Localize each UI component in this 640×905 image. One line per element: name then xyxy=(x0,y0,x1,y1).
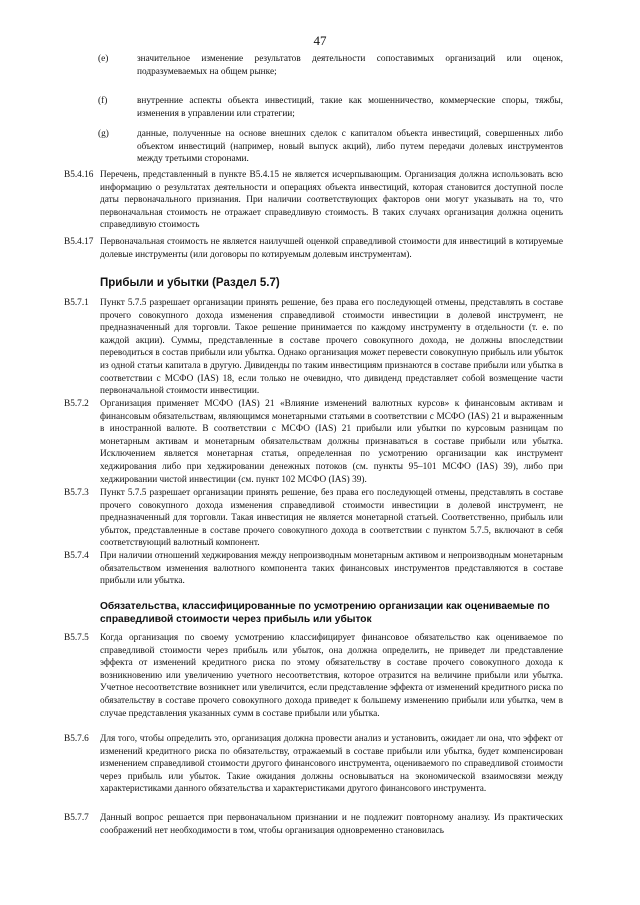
item-label-e: (e) xyxy=(98,54,109,64)
paragraph-label: B5.7.3 xyxy=(64,488,89,498)
item-text-f: внутренние аспекты объекта инвестиций, такие как мошенничество, коммерческие споры, тяжбы, изменения в управлении или стратегии; xyxy=(137,96,563,119)
paragraph-label: B5.7.4 xyxy=(64,551,89,561)
paragraph-text: Пункт 5.7.5 разрешает организации принять решение, без права его последующей отмены, представлять в составе прочего совокупного дохода изменения справедливой стоимости инвестиции в долевой инструмент, не предназначенный для торговли. Такое решение принимается по каждому инструменту в отдельности (т. е. по каждой акции). Суммы, представленные в составе прочего совокупного дохода, не должны впоследствии переводиться в состав прибыли или убытка. Однако организация может перевести совокупную прибыль или убыток из одной статьи капитала в другую. Дивиденды по таким инвестициям признаются в составе прибыли или убытка в соответствии с МСФО (IAS) 18, если только не очевидно, что дивиденд представляет собой возмещение части первоначальной стоимости инвестиции. xyxy=(100,298,563,397)
item-text-e: значительное изменение результатов деятельности сопоставимых организаций или оценок, подразумеваемых на общем рынке; xyxy=(137,54,563,77)
section-heading: Прибыли и убытки (Раздел 5.7) xyxy=(100,277,280,289)
paragraph-text: Данный вопрос решается при первоначальном признании и не подлежит повторному анализу. Из практических соображений нет необходимости в том, чтобы организация одновременно становилась xyxy=(100,813,563,836)
page-number: 47 xyxy=(313,33,327,48)
paragraph-text: Первоначальная стоимость не является наилучшей оценкой справедливой стоимости для инвестиций в котируемые долевые инструменты (или договоры по котируемым долевым инструментам). xyxy=(100,237,563,260)
paragraph-text: Для того, чтобы определить это, организация должна провести анализ и установить, ожидает ли она, что эффект от изменений кредитного риска по обязательству, отражаемый в составе прибыли или убытка, будет компенсирован изменением справедливой стоимости другого финансового инструмента, оцениваемого по справедливой стоимости через прибыль или убыток. Такие ожидания должны основываться на экономической взаимосвязи между характеристиками данного обязательства и характеристиками другого финансового инструмента. xyxy=(100,734,563,795)
paragraph-text: Пункт 5.7.5 разрешает организации принять решение, без права его последующей отмены, представлять в составе прочего совокупного дохода изменения справедливой стоимости инвестиции в долевой инструмент, не предназначенный для торговли. Такая инвестиция не является монетарной статьей. Соответственно, прибыль или убыток, представленные в составе прочего совокупного дохода в соответствии с пунктом 5.7.5, включают в себя соответствующий валютный компонент. xyxy=(100,488,563,549)
paragraph-text: При наличии отношений хеджирования между непроизводным монетарным активом и непроизводным монетарным обязательством изменения валютного компонента таких финансовых инструментов представляются в составе прибыли или убытка. xyxy=(100,551,563,587)
paragraph-text: Когда организация по своему усмотрению классифицирует финансовое обязательство как оцениваемое по справедливой стоимости через прибыль или убыток, она должна определить, не приведет ли представление эффекта от изменений кредитного риска по этому обязательству в составе прочего совокупного дохода к возникновению или увеличению учетного несоответствия, которое отразится на величине прибыли или убытка. Учетное несоответствие возникнет или увеличится, если представление эффекта от изменений кредитного риска по обязательству в составе прочего совокупного дохода приведет к большему изменению прибыли или убытка, чем в случае представления указанных сумм в составе прибыли или убытка. xyxy=(100,633,563,719)
paragraph-label: B5.7.7 xyxy=(64,813,89,823)
item-label-g: (g) xyxy=(98,129,109,139)
paragraph-label: B5.7.2 xyxy=(64,399,89,409)
section-heading: Обязательства, классифицированные по усмотрению организации как оцениваемые по справедливой стоимости через прибыль или убыток xyxy=(100,601,550,625)
paragraph-label: B5.7.6 xyxy=(64,734,89,744)
paragraph-label: B5.4.17 xyxy=(64,237,94,247)
paragraph-text: Организация применяет МСФО (IAS) 21 «Влияние изменений валютных курсов» к финансовым активам и финансовым обязательствам, являющимся монетарными статьями в соответствии с МСФО (IAS) 21 и выраженным в иностранной валюте. В соответствии с МСФО (IAS) 21 прибыли или убытки по курсовым разницам по монетарным активам и монетарным обязательствам должны признаваться в составе прибыли или убытка. Исключением является монетарная статья, определенная по усмотрению организации как инструмент хеджирования либо при хеджировании денежных потоков (см. пункты 95–101 МСФО (IAS) 39), либо при хеджировании чистой инвестиции (см. пункт 102 МСФО (IAS) 39). xyxy=(100,399,563,485)
paragraph-label: B5.4.16 xyxy=(64,170,94,180)
item-text-g: данные, полученные на основе внешних сделок с капиталом объекта инвестиций, совершенных либо объектом инвестиций (например, новый выпуск акций), либо путем передачи долевых инструментов между третьими сторонами. xyxy=(137,129,563,165)
paragraph-label: B5.7.1 xyxy=(64,298,89,308)
paragraph-text: Перечень, представленный в пункте B5.4.15 не является исчерпывающим. Организация должна использовать всю информацию о результатах деятельности и операциях объекта инвестиций, которая становится доступной после даты первоначального признания. При наличии соответствующих факторов они могут указывать на то, что первоначальная стоимость не отражает справедливую стоимость. В таких случаях организация должна оценить справедливую стоимость xyxy=(100,170,563,231)
item-label-f: (f) xyxy=(98,96,108,106)
paragraph-label: B5.7.5 xyxy=(64,633,89,643)
